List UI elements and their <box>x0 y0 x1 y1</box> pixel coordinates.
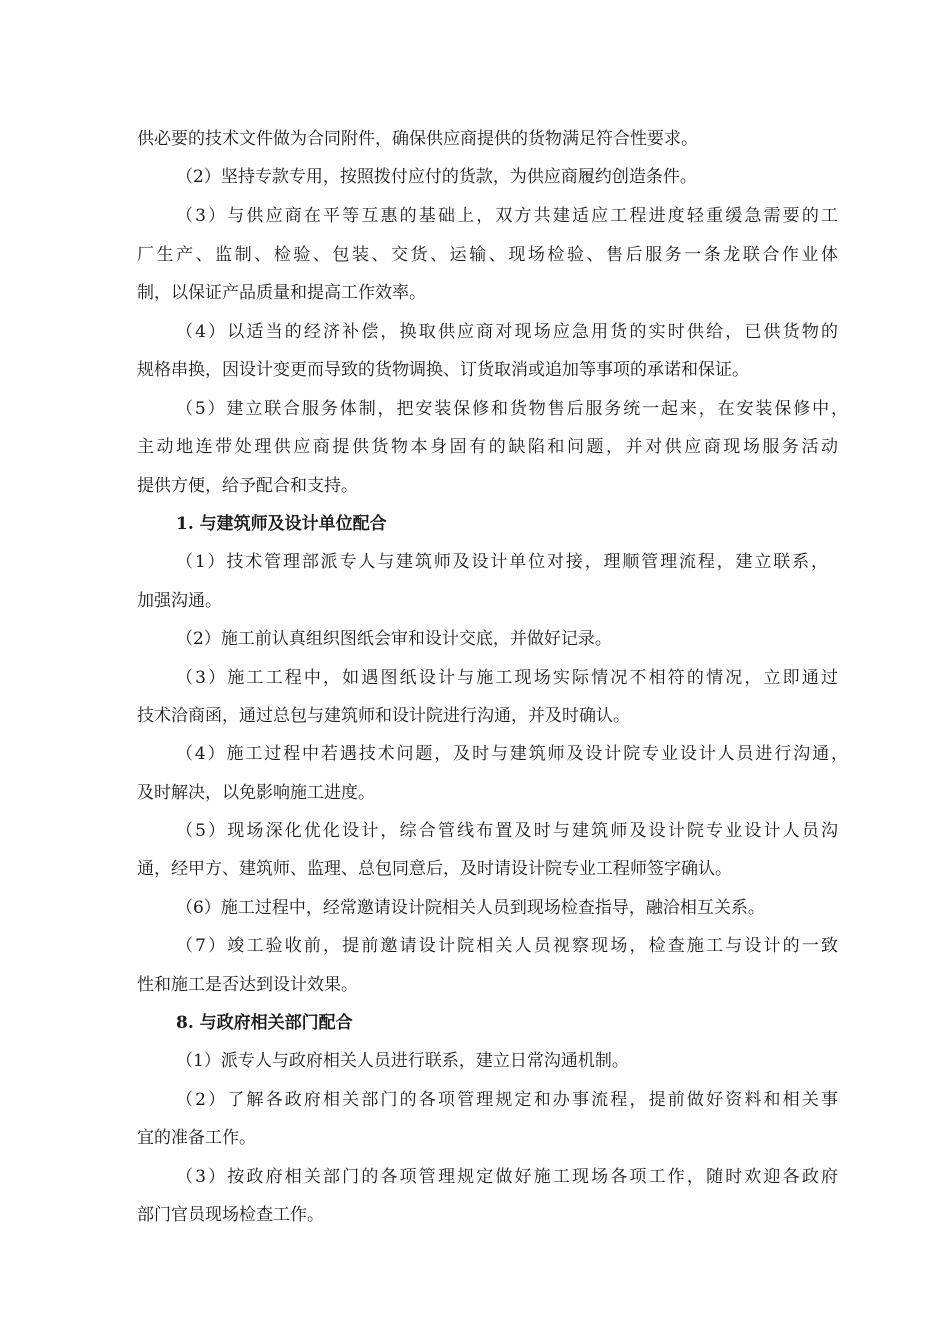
paragraph-line: （7）竣工验收前，提前邀请设计院相关人员视察现场，检查施工与设计的一致 <box>176 936 838 956</box>
paragraph-line: 技术洽商函，通过总包与建筑师和设计院进行沟通，并及时确认。 <box>137 706 630 726</box>
paragraph-line: 厂生产、监制、检验、包装、交货、运输、现场检验、售后服务一条龙联合作业体 <box>137 245 838 265</box>
paragraph-line: （2）坚持专款专用，按照拨付应付的货款，为供应商履约创造条件。 <box>176 167 697 187</box>
paragraph-line: （1）技术管理部派专人与建筑师及设计单位对接，理顺管理流程，建立联系， <box>176 552 828 572</box>
paragraph-line: 部门官员现场检查工作。 <box>137 1205 324 1225</box>
paragraph-line: （5）现场深化优化设计，综合管线布置及时与建筑师及设计院专业设计人员沟 <box>176 821 838 841</box>
paragraph-line: （6）施工过程中，经常邀请设计院相关人员到现场检查指导，融洽相互关系。 <box>176 898 765 918</box>
paragraph-line: 加强沟通。 <box>137 591 222 611</box>
paragraph-line: 通，经甲方、建筑师、监理、总包同意后，及时请设计院专业工程师签字确认。 <box>137 859 732 879</box>
paragraph-line: 制，以保证产品质量和提高工作效率。 <box>137 283 426 303</box>
paragraph-line: （4）以适当的经济补偿，换取供应商对现场应急用货的实时供给，已供货物的 <box>176 322 838 342</box>
paragraph-line: 及时解决，以免影响施工进度。 <box>137 783 375 803</box>
paragraph-line: 宜的准备工作。 <box>137 1128 256 1148</box>
paragraph-line: 供必要的技术文件做为合同附件，确保供应商提供的货物满足符合性要求。 <box>137 129 698 149</box>
paragraph-line: 性和施工是否达到设计效果。 <box>137 975 358 995</box>
paragraph-line: （3）按政府相关部门的各项管理规定做好施工现场各项工作，随时欢迎各政府 <box>176 1167 838 1187</box>
paragraph-line: （3）施工工程中，如遇图纸设计与施工现场实际情况不相符的情况，立即通过 <box>176 668 838 688</box>
paragraph-line: 提供方便，给予配合和支持。 <box>137 476 358 496</box>
section-heading: 8. 与政府相关部门配合 <box>176 1013 353 1033</box>
section-heading: 1. 与建筑师及设计单位配合 <box>176 514 387 534</box>
paragraph-line: （2）了解各政府相关部门的各项管理规定和办事流程，提前做好资料和相关事 <box>176 1090 838 1110</box>
paragraph-line: 主动地连带处理供应商提供货物本身固有的缺陷和问题，并对供应商现场服务活动 <box>137 437 838 457</box>
paragraph-line: 规格串换，因设计变更而导致的货物调换、订货取消或追加等事项的承诺和保证。 <box>137 360 749 380</box>
paragraph-line: （3）与供应商在平等互惠的基础上，双方共建适应工程进度轻重缓急需要的工 <box>176 206 838 226</box>
paragraph-line: （2）施工前认真组织图纸会审和设计交底，并做好记录。 <box>176 629 612 649</box>
paragraph-line: （5）建立联合服务体制，把安装保修和货物售后服务统一起来，在安装保修中， <box>176 399 848 419</box>
paragraph-line: （4）施工过程中若遇技术问题，及时与建筑师及设计院专业设计人员进行沟通， <box>176 744 848 764</box>
paragraph-line: （1）派专人与政府相关人员进行联系，建立日常沟通机制。 <box>176 1051 629 1071</box>
